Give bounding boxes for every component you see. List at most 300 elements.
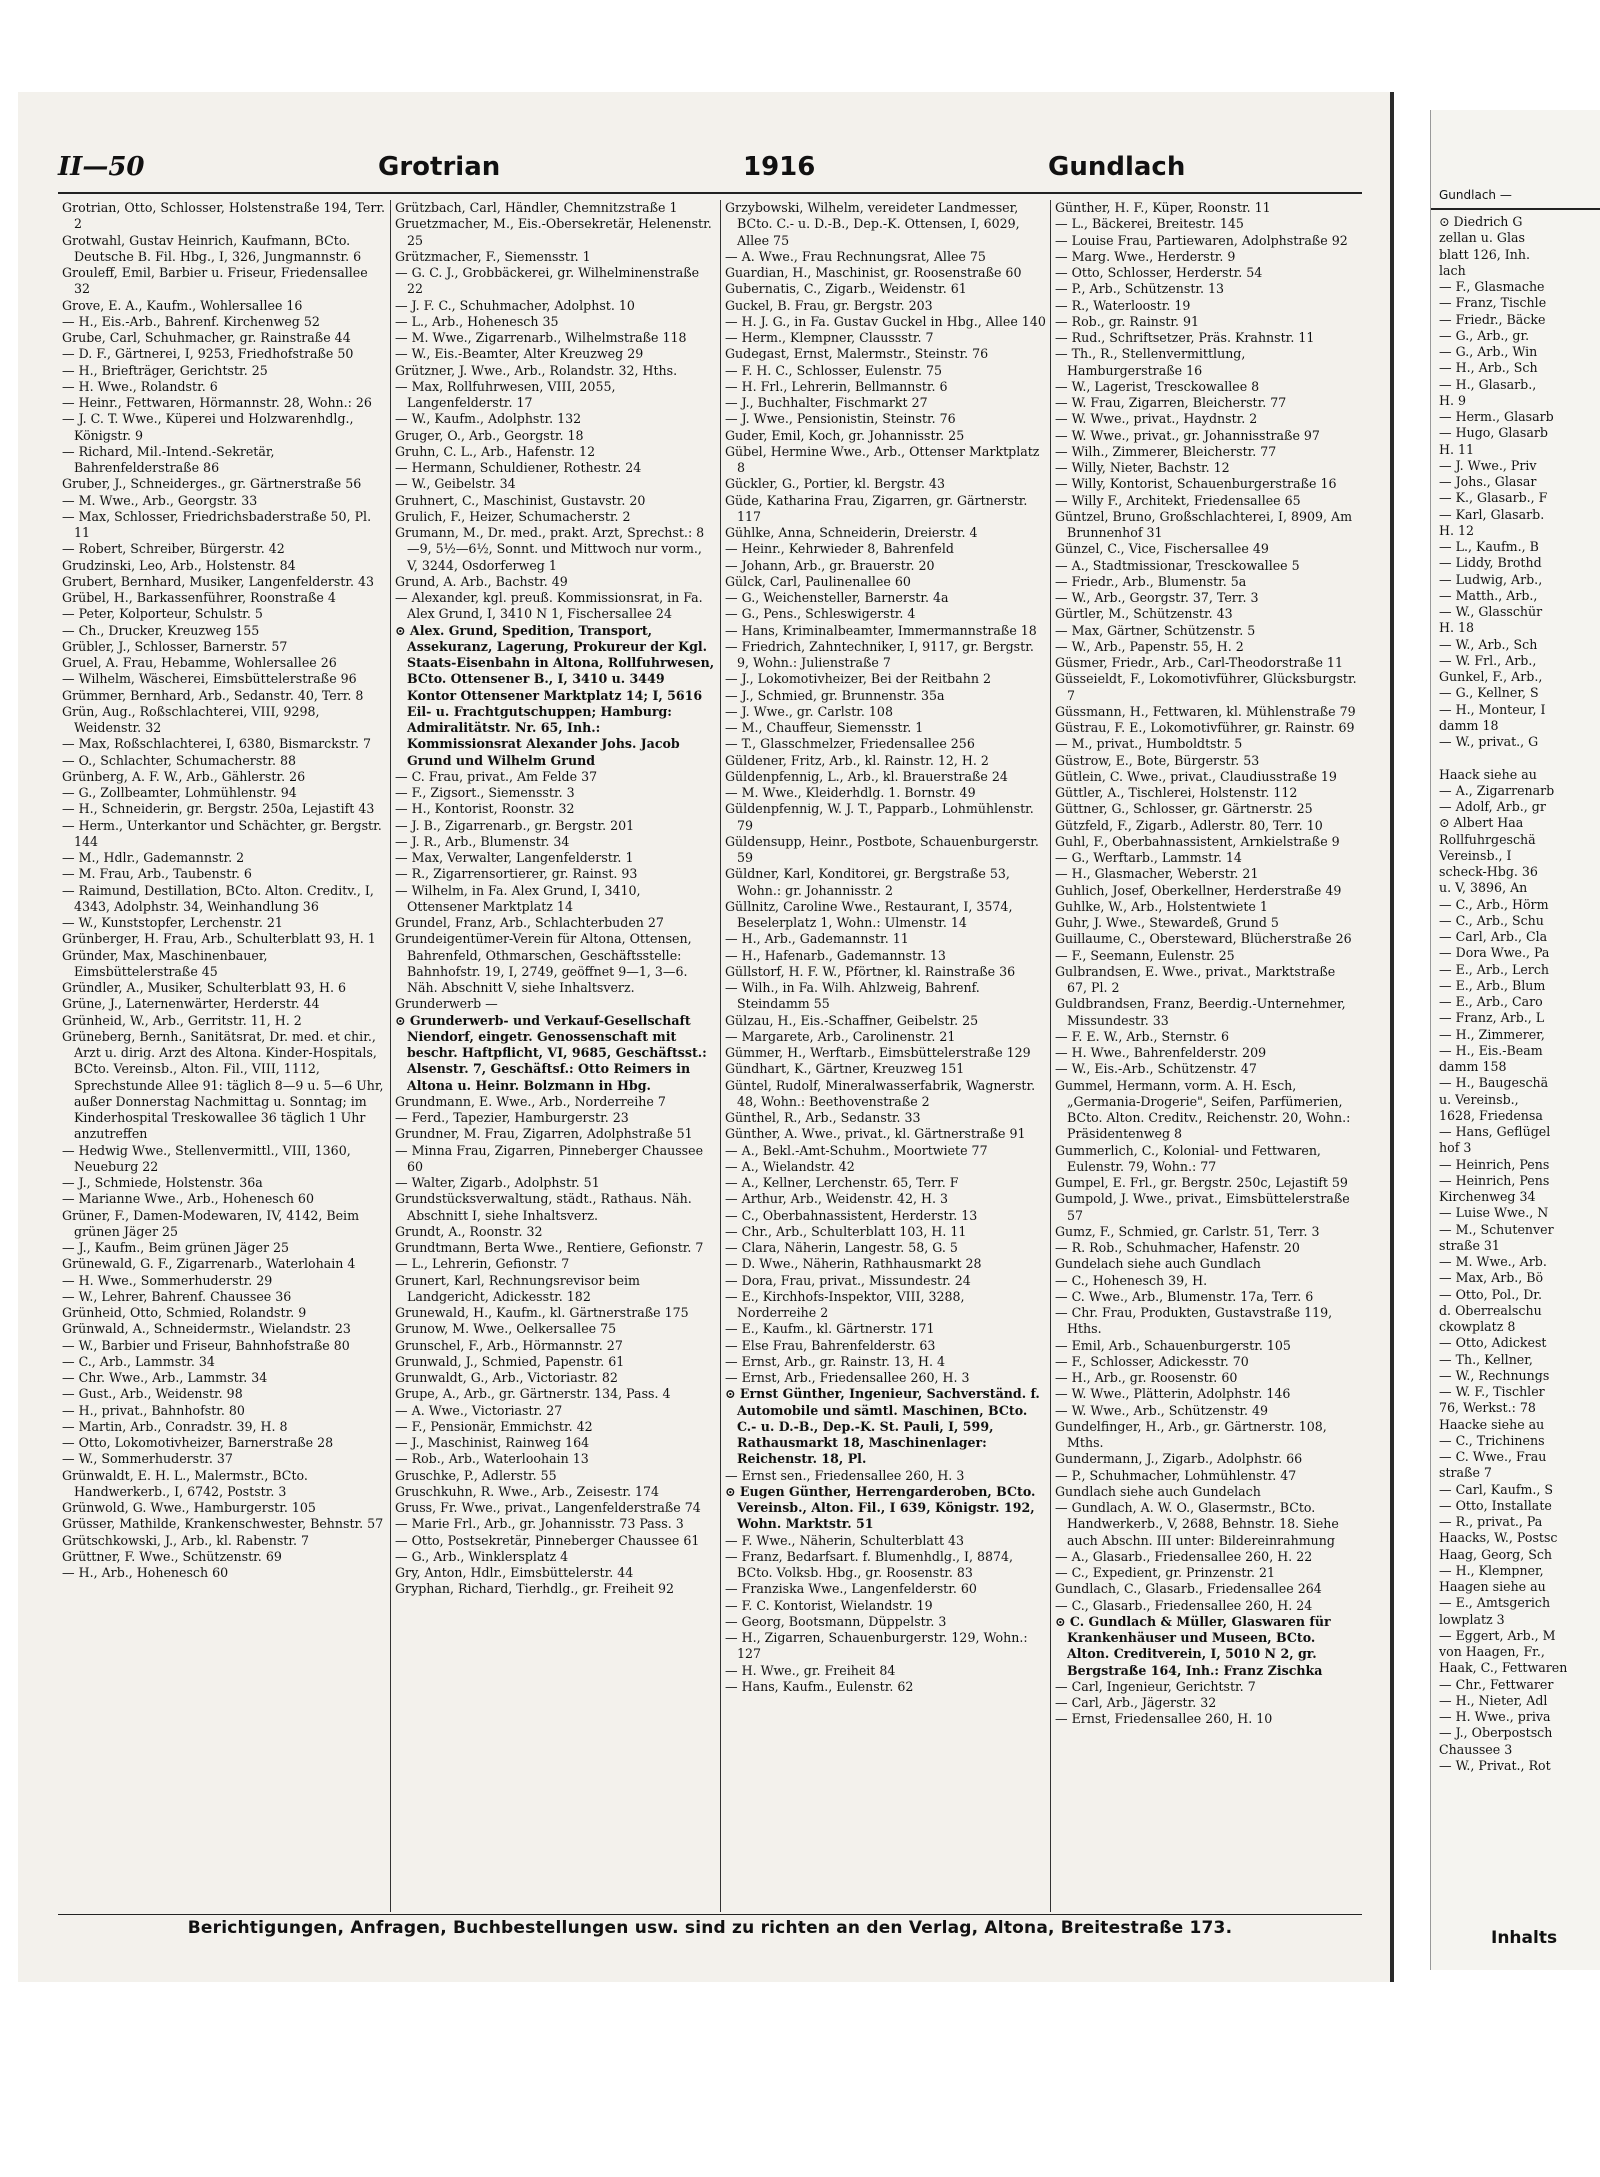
directory-entry: — Wilhelm, Wäscherei, Eimsbüttelerstraße 96 bbox=[62, 671, 357, 687]
directory-entry: — Hermann, Schuldiener, Rothestr. 24 bbox=[395, 460, 642, 475]
directory-entry: Güldenpfennig, L., Arb., kl. Brauerstraße 24 bbox=[725, 768, 1008, 784]
directory-entry: Guder, Emil, Koch, gr. Johannisstr. 25 bbox=[725, 427, 965, 443]
directory-entry: — Wilhelm, in Fa. Alex Grund, I, 3410, Ottensener Marktplatz 14 bbox=[395, 882, 641, 914]
directory-entry: — H., Glasmacher, Weberstr. 21 bbox=[1055, 866, 1259, 882]
directory-entry: — Martin, Arb., Conradstr. 39, H. 8 bbox=[62, 1418, 288, 1434]
directory-entry: Grünheid, Otto, Schmied, Rolandstr. 9 bbox=[62, 1305, 307, 1320]
directory-entry: — M. Frau, Arb., Taubenstr. 6 bbox=[62, 866, 252, 882]
next-page-line: — W. F., Tischler bbox=[1439, 1384, 1545, 1399]
directory-entry: — Emil, Arb., Schauenburgerstr. 105 bbox=[1055, 1337, 1291, 1353]
next-page-line: Haacks, W., Postsc bbox=[1439, 1530, 1558, 1546]
directory-entry: — Rud., Schriftsetzer, Präs. Krahnstr. 11 bbox=[1055, 330, 1315, 345]
next-page-line: — Luise Wwe., N bbox=[1439, 1205, 1549, 1221]
next-page-line: — Otto, Adickest bbox=[1439, 1335, 1547, 1351]
next-page-line: — A., Zigarrenarb bbox=[1439, 782, 1555, 798]
next-page-line: scheck-Hbg. 36 bbox=[1439, 864, 1538, 879]
directory-entry: Grützner, J. Wwe., Arb., Rolandstr. 32, Hths. bbox=[395, 362, 678, 378]
directory-entry: — H. Wwe., gr. Freiheit 84 bbox=[725, 1662, 896, 1678]
directory-entry: Güllnitz, Caroline Wwe., Restaurant, I, 3574, Beselerplatz 1, Wohn.: Ulmenstr. 14 bbox=[725, 898, 1013, 930]
next-page-line: Haacke siehe au bbox=[1439, 1416, 1545, 1432]
directory-entry: — H., privat., Bahnhofstr. 80 bbox=[62, 1402, 245, 1418]
directory-entry: — A., Stadtmissionar, Tresckowallee 5 bbox=[1055, 557, 1300, 573]
directory-entry: — H., Zigarren, Schauenburgerstr. 129, Wohn.: 127 bbox=[725, 1630, 1028, 1662]
directory-entry: — J. Wwe., gr. Carlstr. 108 bbox=[725, 703, 893, 719]
directory-entry: — J., Schmied, gr. Brunnenstr. 35a bbox=[725, 687, 945, 703]
next-page-line: — J., Oberpostsch bbox=[1439, 1725, 1553, 1741]
column-1 bbox=[58, 200, 390, 1912]
directory-entry: — Richard, Mil.-Intend.-Sekretär, Bahrenfelderstraße 86 bbox=[62, 443, 275, 475]
directory-page bbox=[18, 92, 1394, 1982]
directory-entry: — P., Arb., Schützenstr. 13 bbox=[1055, 281, 1225, 297]
next-page-line: H. 18 bbox=[1439, 620, 1475, 636]
directory-entry: Gründer, Max, Maschinenbauer, Eimsbüttelerstraße 45 bbox=[62, 947, 268, 979]
directory-entry: — Ernst, Arb., gr. Rainstr. 13, H. 4 bbox=[725, 1353, 945, 1369]
next-page-line: — Ludwig, Arb., bbox=[1439, 571, 1543, 587]
directory-entry: — J., Lokomotivheizer, Bei der Reitbahn 2 bbox=[725, 671, 991, 687]
directory-entry: — L., Bäckerei, Breitestr. 145 bbox=[1055, 216, 1244, 232]
next-page-line: — K., Glasarb., F bbox=[1439, 490, 1548, 506]
directory-entry: Gryphan, Richard, Tierhdlg., gr. Freiheit 92 bbox=[395, 1581, 675, 1597]
directory-entry: Guhr, J. Wwe., Stewardeß, Grund 5 bbox=[1055, 915, 1279, 930]
next-page-line: — R., privat., Pa bbox=[1439, 1514, 1543, 1529]
directory-entry: ⊙ Eugen Günther, Herrengarderoben, BCto. Vereinsb., Alton. Fil., I 639, Königstr. 192, Wohn. Marktstr. 51 bbox=[725, 1483, 1036, 1532]
next-page-line: — C., Arb., Hörm bbox=[1439, 896, 1549, 912]
directory-entry: — R., Zigarrensortierer, gr. Rainst. 93 bbox=[395, 866, 638, 882]
next-page-line: lach bbox=[1439, 262, 1466, 278]
directory-entry: Gruel, A. Frau, Hebamme, Wohlersallee 26 bbox=[62, 655, 337, 670]
directory-entry: — Hans, Kaufm., Eulenstr. 62 bbox=[725, 1678, 914, 1694]
directory-entry: — A., Glasarb., Friedensallee 260, H. 22 bbox=[1055, 1548, 1313, 1564]
directory-entry: — W., Sommerhuderstr. 37 bbox=[62, 1451, 233, 1467]
next-page-line: — H. Wwe., priva bbox=[1439, 1709, 1551, 1724]
directory-entry: Grübler, J., Schlosser, Barnerstr. 57 bbox=[62, 638, 288, 654]
directory-entry: — W. Wwe., privat., gr. Johannisstraße 97 bbox=[1055, 427, 1320, 443]
column-3 bbox=[720, 200, 1050, 1912]
directory-entry: — W., Arb., Georgstr. 37, Terr. 3 bbox=[1055, 590, 1259, 605]
directory-entry: Gundermann, J., Zigarb., Adolphstr. 66 bbox=[1055, 1451, 1303, 1467]
directory-entry: — A., Bekl.-Amt-Schuhm., Moortwiete 77 bbox=[725, 1142, 988, 1158]
directory-entry: ⊙ C. Gundlach & Müller, Glaswaren für Krankenhäuser und Museen, BCto. Alton. Creditverein, I, 5010 N 2, gr. Bergstraße 164, Inh.: Franz Zischka bbox=[1055, 1613, 1331, 1678]
directory-entry: — Hans, Kriminalbeamter, Immermannstraße 18 bbox=[725, 622, 1037, 638]
next-page-header: Gundlach — bbox=[1439, 188, 1512, 202]
directory-entry: — L., Arb., Hohenesch 35 bbox=[395, 313, 559, 329]
directory-entry: Guardian, H., Maschinist, gr. Roosenstraße 60 bbox=[725, 265, 1022, 280]
directory-entry: — A. Wwe., Victoriastr. 27 bbox=[395, 1402, 563, 1418]
next-page-line: — Heinrich, Pens bbox=[1439, 1156, 1550, 1172]
directory-entry: Grützbach, Carl, Händler, Chemnitzstraße 1 bbox=[395, 200, 678, 215]
directory-entry: Grüsser, Mathilde, Krankenschwester, Behnstr. 57 bbox=[62, 1516, 384, 1532]
next-page-line: — W., privat., G bbox=[1439, 734, 1539, 749]
directory-entry: — F., Zigsort., Siemensstr. 3 bbox=[395, 785, 575, 800]
next-page-line: — Dora Wwe., Pa bbox=[1439, 945, 1550, 961]
next-page-line: — E., Amtsgerich bbox=[1439, 1595, 1551, 1611]
directory-entry: — Ferd., Tapezier, Hamburgerstr. 23 bbox=[395, 1110, 629, 1125]
directory-entry: — Hedwig Wwe., Stellenvermittl., VIII, 1360, Neueburg 22 bbox=[62, 1142, 351, 1174]
directory-entry: — Peter, Kolporteur, Schulstr. 5 bbox=[62, 606, 263, 622]
next-page-line: Haagen siehe au bbox=[1439, 1579, 1546, 1594]
directory-entry: — F. Wwe., Näherin, Schulterblatt 43 bbox=[725, 1532, 965, 1548]
directory-entry: — C. Frau, privat., Am Felde 37 bbox=[395, 768, 598, 784]
next-page-line: ckowplatz 8 bbox=[1439, 1319, 1516, 1334]
directory-entry: Grunwald, J., Schmied, Papenstr. 61 bbox=[395, 1353, 625, 1369]
directory-entry: — Walter, Zigarb., Adolphstr. 51 bbox=[395, 1175, 600, 1190]
directory-entry: — Otto, Lokomotivheizer, Barnerstraße 28 bbox=[62, 1435, 334, 1450]
directory-entry: Gruber, J., Schneiderges., gr. Gärtnerstraße 56 bbox=[62, 476, 362, 492]
next-page-line: Vereinsb., I bbox=[1439, 847, 1512, 863]
next-page-line: — Hans, Geflügel bbox=[1439, 1124, 1551, 1139]
directory-entry: Gruschke, P., Adlerstr. 55 bbox=[395, 1467, 557, 1483]
directory-entry: Gruetzmacher, M., Eis.-Obersekretär, Helenenstr. 25 bbox=[395, 216, 712, 248]
directory-entry: — Chr. Wwe., Arb., Lammstr. 34 bbox=[62, 1370, 268, 1385]
next-page-line: 1628, Friedensa bbox=[1439, 1107, 1543, 1123]
directory-entry: Guhlich, Josef, Oberkellner, Herderstraße 49 bbox=[1055, 882, 1342, 898]
directory-entry: — F., Schlosser, Adickesstr. 70 bbox=[1055, 1353, 1249, 1369]
directory-entry: Guckel, B. Frau, gr. Bergstr. 203 bbox=[725, 297, 933, 313]
directory-entry: Gumpel, E. Frl., gr. Bergstr. 250c, Lejastift 59 bbox=[1055, 1175, 1348, 1190]
next-page-line: — Heinrich, Pens bbox=[1439, 1172, 1550, 1188]
directory-entry: — L., Lehrerin, Gefionstr. 7 bbox=[395, 1256, 570, 1272]
directory-entry: — C. Wwe., Arb., Blumenstr. 17a, Terr. 6 bbox=[1055, 1288, 1314, 1304]
next-page-line: — W., Glasschür bbox=[1439, 604, 1543, 619]
next-page-line: — Adolf, Arb., gr bbox=[1439, 799, 1546, 814]
directory-entry: — Herm., Unterkantor und Schächter, gr. Bergstr. 144 bbox=[62, 817, 382, 849]
directory-entry: — M., Chauffeur, Siemensstr. 1 bbox=[725, 720, 924, 735]
directory-entry: — Heinr., Fettwaren, Hörmannstr. 28, Wohn.: 26 bbox=[62, 395, 372, 410]
directory-entry: — G., Zollbeamter, Lohmühlenstr. 94 bbox=[62, 785, 297, 800]
directory-entry: — Max, Rollfuhrwesen, VIII, 2055, Langenfelderstr. 17 bbox=[395, 378, 616, 410]
directory-entry: — D. F., Gärtnerei, I, 9253, Friedhofstraße 50 bbox=[62, 346, 354, 362]
directory-entry: Güssmann, H., Fettwaren, kl. Mühlenstraße 79 bbox=[1055, 703, 1356, 719]
directory-entry: — Ch., Drucker, Kreuzweg 155 bbox=[62, 622, 260, 638]
directory-entry: — Carl, Arb., Jägerstr. 32 bbox=[1055, 1695, 1217, 1710]
next-page-line: — F., Glasmache bbox=[1439, 279, 1545, 294]
next-page-line: Haak, C., Fettwaren bbox=[1439, 1660, 1568, 1676]
directory-entry: ⊙ Ernst Günther, Ingenieur, Sachverständ. f. Automobile und sämtl. Maschinen, BCto. C.- u. D.-B., Dep.-K. St. Pauli, I, 599, Rathausmarkt 18, Maschinenlager: Reichenstr. 18, Pl. bbox=[725, 1386, 1040, 1467]
directory-entry: Grünwaldt, E. H. L., Malermstr., BCto. Handwerkerb., I, 6742, Poststr. 3 bbox=[62, 1467, 308, 1499]
directory-entry: Gründler, A., Musiker, Schulterblatt 93, H. 6 bbox=[62, 980, 347, 995]
next-page-line: — C., Trichinens bbox=[1439, 1432, 1545, 1448]
directory-entry: Gundelfinger, H., Arb., gr. Gärtnerstr. 108, Mths. bbox=[1055, 1418, 1327, 1450]
directory-entry: — H. J. G., in Fa. Gustav Guckel in Hbg., Allee 140 bbox=[725, 313, 1046, 329]
directory-entry: — H. Wwe., Bahrenfelderstr. 209 bbox=[1055, 1045, 1267, 1060]
next-page-line: damm 158 bbox=[1439, 1059, 1507, 1074]
directory-entry: — Franz, Bedarfsart. f. Blumenhdlg., I, 8874, BCto. Volksb. Hbg., gr. Roosenstr. 83 bbox=[725, 1548, 1014, 1580]
next-page-line: — Chr., Fettwarer bbox=[1439, 1676, 1554, 1692]
next-page-line: Kirchenweg 34 bbox=[1439, 1189, 1536, 1204]
directory-entry: Grundstücksverwaltung, städt., Rathaus. Näh. Abschnitt I, siehe Inhaltsverz. bbox=[395, 1191, 692, 1223]
directory-entry: — J., Schmiede, Holstenstr. 36a bbox=[62, 1175, 263, 1190]
directory-entry: — W., Kunststopfer, Lerchenstr. 21 bbox=[62, 915, 283, 930]
directory-entry: — Marianne Wwe., Arb., Hohenesch 60 bbox=[62, 1191, 314, 1207]
column-2 bbox=[390, 200, 720, 1912]
next-page-rule bbox=[1431, 208, 1600, 210]
directory-entry: Güde, Katharina Frau, Zigarren, gr. Gärtnerstr. 117 bbox=[725, 492, 1028, 524]
directory-entry: — W., Kaufm., Adolphstr. 132 bbox=[395, 411, 582, 427]
directory-entry: — C., Oberbahnassistent, Herderstr. 13 bbox=[725, 1207, 978, 1223]
directory-entry: — J. R., Arb., Blumenstr. 34 bbox=[395, 833, 570, 849]
directory-entry: — A., Wielandstr. 42 bbox=[725, 1158, 855, 1174]
directory-entry: — Th., R., Stellenvermittlung, Hamburgerstraße 16 bbox=[1055, 346, 1246, 378]
directory-entry: — O., Schlachter, Schumacherstr. 88 bbox=[62, 752, 297, 768]
directory-entry: — H., Briefträger, Gerichtstr. 25 bbox=[62, 362, 268, 378]
directory-entry: — G., Pens., Schleswigerstr. 4 bbox=[725, 606, 916, 622]
directory-entry: — G., Weichensteller, Barnerstr. 4a bbox=[725, 590, 949, 605]
directory-entry: Grünberger, H. Frau, Arb., Schulterblatt 93, H. 1 bbox=[62, 931, 376, 947]
directory-entry: — Minna Frau, Zigarren, Pinneberger Chaussee 60 bbox=[395, 1142, 704, 1174]
next-page-line: 76, Werkst.: 78 bbox=[1439, 1400, 1536, 1416]
directory-entry: — Willy F., Architekt, Friedensallee 65 bbox=[1055, 492, 1301, 508]
directory-entry: Gruger, O., Arb., Georgstr. 18 bbox=[395, 427, 584, 443]
directory-entry: — Dora, Frau, privat., Missundestr. 24 bbox=[725, 1272, 971, 1288]
directory-entry: — Gust., Arb., Weidenstr. 98 bbox=[62, 1386, 243, 1402]
directory-entry: — Max, Schlosser, Friedrichsbaderstraße 50, Pl. 11 bbox=[62, 508, 372, 540]
directory-entry: — W., Lehrer, Bahrenf. Chaussee 36 bbox=[62, 1288, 292, 1304]
directory-entry: Gulbrandsen, E. Wwe., privat., Marktstraße 67, Pl. 2 bbox=[1055, 963, 1336, 995]
directory-entry: Grube, Carl, Schuhmacher, gr. Rainstraße 44 bbox=[62, 330, 351, 345]
next-page-line: — C., Arb., Schu bbox=[1439, 912, 1544, 928]
directory-entry: — W. Frau, Zigarren, Bleicherstr. 77 bbox=[1055, 395, 1287, 410]
directory-entry: — Wilh., Zimmerer, Bleicherstr. 77 bbox=[1055, 443, 1277, 459]
directory-entry: Grotwahl, Gustav Heinrich, Kaufmann, BCto. Deutsche B. Fil. Hbg., I, 326, Jungmannstr. 6 bbox=[62, 232, 362, 264]
next-page-line: — Friedr., Bäcke bbox=[1439, 311, 1546, 327]
directory-entry: Grunewald, H., Kaufm., kl. Gärtnerstraße 175 bbox=[395, 1305, 689, 1320]
directory-entry: — C., Expedient, gr. Prinzenstr. 21 bbox=[1055, 1565, 1276, 1580]
next-page-line: u. Vereinsb., bbox=[1439, 1091, 1519, 1107]
directory-entry: Gumpold, J. Wwe., privat., Eimsbüttelerstraße 57 bbox=[1055, 1191, 1350, 1223]
next-page-line: — Carl, Kaufm., S bbox=[1439, 1481, 1554, 1497]
directory-entry: — Max, Roßschlachterei, I, 6380, Bismarckstr. 7 bbox=[62, 736, 372, 752]
directory-entry: — Else Frau, Bahrenfelderstr. 63 bbox=[725, 1337, 936, 1353]
directory-entry: — Gundlach, A. W. O., Glasermstr., BCto. Handwerkerb., V, 2688, Behnstr. 18. Siehe auch Abschn. III unter: Bildereinrahmung bbox=[1055, 1500, 1339, 1548]
directory-entry: — H. Frl., Lehrerin, Bellmannstr. 6 bbox=[725, 378, 948, 394]
next-page-line: damm 18 bbox=[1439, 717, 1499, 733]
directory-entry: Gruhn, C. L., Arb., Hafenstr. 12 bbox=[395, 443, 596, 459]
directory-entry: — Chr., Arb., Schulterblatt 103, H. 11 bbox=[725, 1223, 967, 1239]
directory-entry: Güntzel, Bruno, Großschlachterei, I, 8909, Am Brunnenhof 31 bbox=[1055, 508, 1353, 540]
next-page-line: — Otto, Pol., Dr. bbox=[1439, 1286, 1542, 1302]
directory-entry: Grundmann, E. Wwe., Arb., Norderreihe 7 bbox=[395, 1093, 666, 1109]
directory-entry: Gummerlich, C., Kolonial- und Fettwaren, Eulenstr. 79, Wohn.: 77 bbox=[1055, 1142, 1321, 1174]
directory-entry: Grubert, Bernhard, Musiker, Langenfelderstr. 43 bbox=[62, 573, 375, 589]
directory-entry: — Otto, Postsekretär, Pinneberger Chaussee 61 bbox=[395, 1532, 700, 1548]
directory-entry: — Clara, Näherin, Langestr. 58, G. 5 bbox=[725, 1240, 958, 1255]
directory-entry: Guldbrandsen, Franz, Beerdig.-Unternehmer, Missundestr. 33 bbox=[1055, 996, 1346, 1028]
directory-entry: Güsmer, Friedr., Arb., Carl-Theodorstraße 11 bbox=[1055, 655, 1343, 670]
directory-entry: — G. C. J., Grobbäckerei, gr. Wilhelminenstraße 22 bbox=[395, 265, 700, 297]
next-page-line: Rollfuhrgeschä bbox=[1439, 831, 1536, 847]
directory-entry: — T., Glasschmelzer, Friedensallee 256 bbox=[725, 736, 975, 752]
directory-entry: — Rob., Arb., Waterloohain 13 bbox=[395, 1451, 589, 1467]
directory-entry: — Johann, Arb., gr. Brauerstr. 20 bbox=[725, 557, 935, 573]
directory-entry: — Ernst, Arb., Friedensallee 260, H. 3 bbox=[725, 1370, 970, 1385]
directory-entry: — W. Wwe., privat., Haydnstr. 2 bbox=[1055, 411, 1258, 427]
directory-entry: — J. B., Zigarrenarb., gr. Bergstr. 201 bbox=[395, 817, 635, 833]
directory-entry: Grundtmann, Berta Wwe., Rentiere, Gefionstr. 7 bbox=[395, 1240, 704, 1255]
next-page-line: — W., Rechnungs bbox=[1439, 1367, 1550, 1383]
directory-entry: Gümmer, H., Werftarb., Eimsbüttelerstraße 129 bbox=[725, 1045, 1031, 1060]
directory-entry: Güldenpfennig, W. J. T., Papparb., Lohmühlenstr. 79 bbox=[725, 801, 1034, 833]
next-page-line: hof 3 bbox=[1439, 1140, 1472, 1156]
directory-entry: Güntel, Rudolf, Mineralwasserfabrik, Wagnerstr. 48, Wohn.: Beethovenstraße 2 bbox=[725, 1077, 1036, 1109]
header-right-word: Gundlach bbox=[1048, 152, 1186, 182]
directory-entry: Grün, Aug., Roßschlachterei, VIII, 9298, Weidenstr. 32 bbox=[62, 703, 320, 735]
next-page-line: lowplatz 3 bbox=[1439, 1611, 1505, 1627]
directory-entry: — C., Hohenesch 39, H. bbox=[1055, 1272, 1208, 1288]
next-page-strip bbox=[1430, 110, 1600, 1970]
directory-entry: — Herm., Klempner, Claussstr. 7 bbox=[725, 330, 934, 345]
directory-entry: — Marie Frl., Arb., gr. Johannisstr. 73 Pass. 3 bbox=[395, 1516, 684, 1532]
directory-entry: Grünwald, A., Schneidermstr., Wielandstr. 23 bbox=[62, 1321, 351, 1337]
next-page-line: — J. Wwe., Priv bbox=[1439, 457, 1537, 473]
directory-entry: — Ernst, Friedensallee 260, H. 10 bbox=[1055, 1711, 1273, 1727]
directory-entry: — Carl, Ingenieur, Gerichtstr. 7 bbox=[1055, 1678, 1256, 1694]
next-page-line: — Karl, Glasarb. bbox=[1439, 506, 1545, 522]
next-page-line: — H., Eis.-Beam bbox=[1439, 1042, 1543, 1058]
footer-rule bbox=[58, 1914, 1362, 1915]
next-page-line: straße 7 bbox=[1439, 1465, 1492, 1481]
directory-entry: — J. C. T. Wwe., Küperei und Holzwarenhdlg., Königstr. 9 bbox=[62, 411, 354, 443]
directory-entry: Grünewald, G. F., Zigarrenarb., Waterlohain 4 bbox=[62, 1256, 356, 1272]
directory-entry: Grünberg, A. F. W., Arb., Gählerstr. 26 bbox=[62, 768, 306, 784]
next-page-line: straße 31 bbox=[1439, 1237, 1500, 1253]
directory-entry: — H., Kontorist, Roonstr. 32 bbox=[395, 801, 575, 817]
directory-entry: ⊙ Grunderwerb- und Verkauf-Gesellschaft Niendorf, eingetr. Genossenschaft mit beschr. Haftpflicht, VI, 9685, Geschäftsst.: Alsenstr. 7, Geschäftsf.: Otto Reimers in Altona u. Heinr. Bolzmann in Hbg. bbox=[395, 1012, 707, 1093]
directory-entry: — E., Kirchhofs-Inspektor, VIII, 3288, Norderreihe 2 bbox=[725, 1288, 965, 1320]
directory-entry: Guillaume, C., Obersteward, Blücherstraße 26 bbox=[1055, 931, 1352, 947]
next-page-line: — Carl, Arb., Cla bbox=[1439, 929, 1548, 944]
directory-entry: — H., Arb., Hohenesch 60 bbox=[62, 1565, 229, 1580]
directory-entry: — Raimund, Destillation, BCto. Alton. Creditv., I, 4343, Adolphstr. 34, Weinhandlung 36 bbox=[62, 882, 374, 914]
directory-entry: Grundel, Franz, Arb., Schlachterbuden 27 bbox=[395, 915, 664, 930]
directory-entry: — C., Arb., Lammstr. 34 bbox=[62, 1353, 215, 1369]
directory-entry: Grove, E. A., Kaufm., Wohlersallee 16 bbox=[62, 297, 303, 313]
next-page-line: — H., Klempner, bbox=[1439, 1562, 1544, 1578]
directory-entry: — F. H. C., Schlosser, Eulenstr. 75 bbox=[725, 362, 943, 378]
directory-entry: Güldener, Fritz, Arb., kl. Rainstr. 12, H. 2 bbox=[725, 752, 989, 768]
directory-entry: Gruschkuhn, R. Wwe., Arb., Zeisestr. 174 bbox=[395, 1483, 660, 1499]
directory-entry: — J. Wwe., Pensionistin, Steinstr. 76 bbox=[725, 411, 956, 427]
directory-entry: — W. Wwe., Arb., Schützenstr. 49 bbox=[1055, 1402, 1269, 1418]
directory-entry: — M., privat., Humboldtstr. 5 bbox=[1055, 736, 1243, 752]
next-page-line: — Franz, Arb., L bbox=[1439, 1010, 1545, 1026]
directory-entry: Güllstorf, H. F. W., Pförtner, kl. Rainstraße 36 bbox=[725, 963, 1016, 979]
next-page-line: — Eggert, Arb., M bbox=[1439, 1627, 1556, 1643]
next-page-line: blatt 126, Inh. bbox=[1439, 246, 1530, 262]
directory-entry: Grotrian, Otto, Schlosser, Holstenstraße 194, Terr. 2 bbox=[62, 200, 386, 232]
directory-entry: — Franziska Wwe., Langenfelderstr. 60 bbox=[725, 1581, 977, 1597]
next-page-line: — Liddy, Brothd bbox=[1439, 555, 1542, 571]
next-page-line: ⊙ Diedrich G bbox=[1439, 214, 1523, 229]
directory-entry: Güstrow, E., Bote, Bürgerstr. 53 bbox=[1055, 752, 1260, 768]
columns bbox=[58, 200, 1362, 1912]
next-page-line: Haack siehe au bbox=[1439, 766, 1537, 782]
next-page-line: — G., Arb., gr. bbox=[1439, 327, 1530, 343]
next-page-line: — Hugo, Glasarb bbox=[1439, 425, 1548, 441]
directory-entry: Günther, H. F., Küper, Roonstr. 11 bbox=[1055, 200, 1271, 215]
directory-entry: — A., Kellner, Lerchenstr. 65, Terr. F bbox=[725, 1175, 959, 1190]
directory-entry: Gry, Anton, Hdlr., Eimsbüttelerstr. 44 bbox=[395, 1565, 634, 1580]
directory-entry: — G., Werftarb., Lammstr. 14 bbox=[1055, 850, 1242, 865]
directory-entry: Grünwold, G. Wwe., Hamburgerstr. 105 bbox=[62, 1500, 316, 1515]
next-page-line: H. 11 bbox=[1439, 441, 1475, 457]
directory-entry: Grümmer, Bernhard, Arb., Sedanstr. 40, Terr. 8 bbox=[62, 687, 364, 703]
next-page-line: — H., Arb., Sch bbox=[1439, 360, 1538, 376]
directory-entry: — M. Wwe., Zigarrenarb., Wilhelmstraße 118 bbox=[395, 330, 687, 345]
directory-entry: Gütlein, C. Wwe., privat., Claudiusstraße 19 bbox=[1055, 768, 1337, 784]
next-page-line: — Otto, Installate bbox=[1439, 1497, 1552, 1513]
directory-entry: Grunert, Karl, Rechnungsrevisor beim Landgericht, Adickesstr. 182 bbox=[395, 1272, 640, 1304]
directory-entry: — H., Schneiderin, gr. Bergstr. 250a, Lejastift 43 bbox=[62, 801, 375, 817]
directory-entry: Grütschkowski, J., Arb., kl. Rabenstr. 7 bbox=[62, 1532, 310, 1548]
directory-entry: Gündhart, K., Gärtner, Kreuzweg 151 bbox=[725, 1061, 965, 1077]
directory-entry: Günzel, C., Vice, Fischersallee 49 bbox=[1055, 541, 1269, 557]
directory-entry: — H., Arb., gr. Roosenstr. 60 bbox=[1055, 1370, 1238, 1385]
header-year: 1916 bbox=[743, 152, 816, 182]
next-page-line: — M. Wwe., Arb. bbox=[1439, 1254, 1547, 1269]
directory-entry: Gruhnert, C., Maschinist, Gustavstr. 20 bbox=[395, 492, 646, 508]
directory-entry: — E., Kaufm., kl. Gärtnerstr. 171 bbox=[725, 1321, 935, 1337]
directory-entry: Grupe, A., Arb., gr. Gärtnerstr. 134, Pass. 4 bbox=[395, 1386, 671, 1402]
directory-entry: — M., Hdlr., Gademannstr. 2 bbox=[62, 850, 245, 865]
directory-entry: Güldner, Karl, Konditorei, gr. Bergstraße 53, Wohn.: gr. Johannisstr. 2 bbox=[725, 866, 1010, 898]
directory-entry: — Willy, Nieter, Bachstr. 12 bbox=[1055, 460, 1230, 475]
directory-entry: Gubernatis, C., Zigarb., Weidenstr. 61 bbox=[725, 281, 967, 297]
directory-entry: Gübel, Hermine Wwe., Arb., Ottenser Marktplatz 8 bbox=[725, 443, 1040, 475]
directory-entry: — Friedrich, Zahntechniker, I, 9117, gr. Bergstr. 9, Wohn.: Julienstraße 7 bbox=[725, 638, 1034, 670]
next-page-line: — Herm., Glasarb bbox=[1439, 409, 1554, 424]
directory-entry: ⊙ Alex. Grund, Spedition, Transport, Assekuranz, Lagerung, Prokureur der Kgl. Staats-Eisenbahn in Altona, Rollfuhrwesen, BCto. Ottensener B., I, 3410 u. 3449 Kontor Ottensener Marktplatz 14; I, 5616 Eil- u. Frachtgutschuppen; Hamburg: Admiralitätstr. Nr. 65, Inh.: Kommissionsrat Alexander Johs. Jacob Grund und Wilhelm Grund bbox=[395, 622, 715, 768]
directory-entry: Gruss, Fr. Wwe., privat., Langenfelderstraße 74 bbox=[395, 1500, 701, 1515]
directory-entry: — Marg. Wwe., Herderstr. 9 bbox=[1055, 248, 1236, 264]
next-page-line: H. 12 bbox=[1439, 522, 1475, 538]
directory-entry: — Arthur, Arb., Weidenstr. 42, H. 3 bbox=[725, 1191, 949, 1207]
next-page-line: — L., Kaufm., B bbox=[1439, 539, 1539, 554]
next-page-line: — Johs., Glasar bbox=[1439, 474, 1537, 489]
directory-entry: Gundlach siehe auch Gundelach bbox=[1055, 1483, 1261, 1499]
next-page-line: Haag, Georg, Sch bbox=[1439, 1546, 1553, 1562]
next-page-line: ⊙ Albert Haa bbox=[1439, 815, 1524, 831]
directory-entry: — F. E. W., Arb., Sternstr. 6 bbox=[1055, 1028, 1229, 1044]
page-number: II—50 bbox=[58, 152, 145, 182]
directory-entry: Grund, A. Arb., Bachstr. 49 bbox=[395, 573, 568, 589]
directory-entry: — Georg, Bootsmann, Düppelstr. 3 bbox=[725, 1613, 947, 1629]
directory-entry: — J., Kaufm., Beim grünen Jäger 25 bbox=[62, 1240, 289, 1255]
directory-entry: — W., Eis.-Beamter, Alter Kreuzweg 29 bbox=[395, 346, 644, 362]
directory-entry: Grouleff, Emil, Barbier u. Friseur, Friedensallee 32 bbox=[62, 265, 368, 297]
next-page-line: — Franz, Tischle bbox=[1439, 295, 1547, 311]
directory-entry: Grundt, A., Roonstr. 32 bbox=[395, 1223, 543, 1239]
next-page-line: — E., Arb., Blum bbox=[1439, 977, 1546, 993]
directory-entry: — A. Wwe., Frau Rechnungsrat, Allee 75 bbox=[725, 248, 986, 264]
directory-entry: — Max, Gärtner, Schützenstr. 5 bbox=[1055, 622, 1256, 638]
directory-entry: — M. Wwe., Kleiderhdlg. 1. Bornstr. 49 bbox=[725, 785, 976, 800]
directory-entry: — C., Glasarb., Friedensallee 260, H. 24 bbox=[1055, 1597, 1313, 1613]
next-page-line: — H., Glasarb., bbox=[1439, 376, 1537, 392]
directory-entry: — Max, Verwalter, Langenfelderstr. 1 bbox=[395, 850, 634, 865]
directory-entry: Gützfeld, F., Zigarb., Adlerstr. 80, Terr. 10 bbox=[1055, 817, 1323, 833]
directory-entry: — Willy, Kontorist, Schauenburgerstraße 16 bbox=[1055, 476, 1337, 492]
next-page-line: — W., Arb., Sch bbox=[1439, 636, 1538, 652]
next-page-line bbox=[1439, 750, 1600, 766]
next-page-line: Chaussee 3 bbox=[1439, 1741, 1513, 1757]
next-page-line: — H., Nieter, Adl bbox=[1439, 1692, 1548, 1708]
directory-entry: — W., Eis.-Arb., Schützenstr. 47 bbox=[1055, 1061, 1257, 1077]
directory-entry: Grundner, M. Frau, Zigarren, Adolphstraße 51 bbox=[395, 1126, 693, 1142]
directory-entry: — R., Waterloostr. 19 bbox=[1055, 297, 1191, 313]
directory-entry: — Friedr., Arb., Blumenstr. 5a bbox=[1055, 573, 1247, 589]
directory-entry: Grünheid, W., Arb., Gerritstr. 11, H. 2 bbox=[62, 1012, 302, 1028]
next-page-line: — Max, Arb., Bö bbox=[1439, 1270, 1544, 1286]
